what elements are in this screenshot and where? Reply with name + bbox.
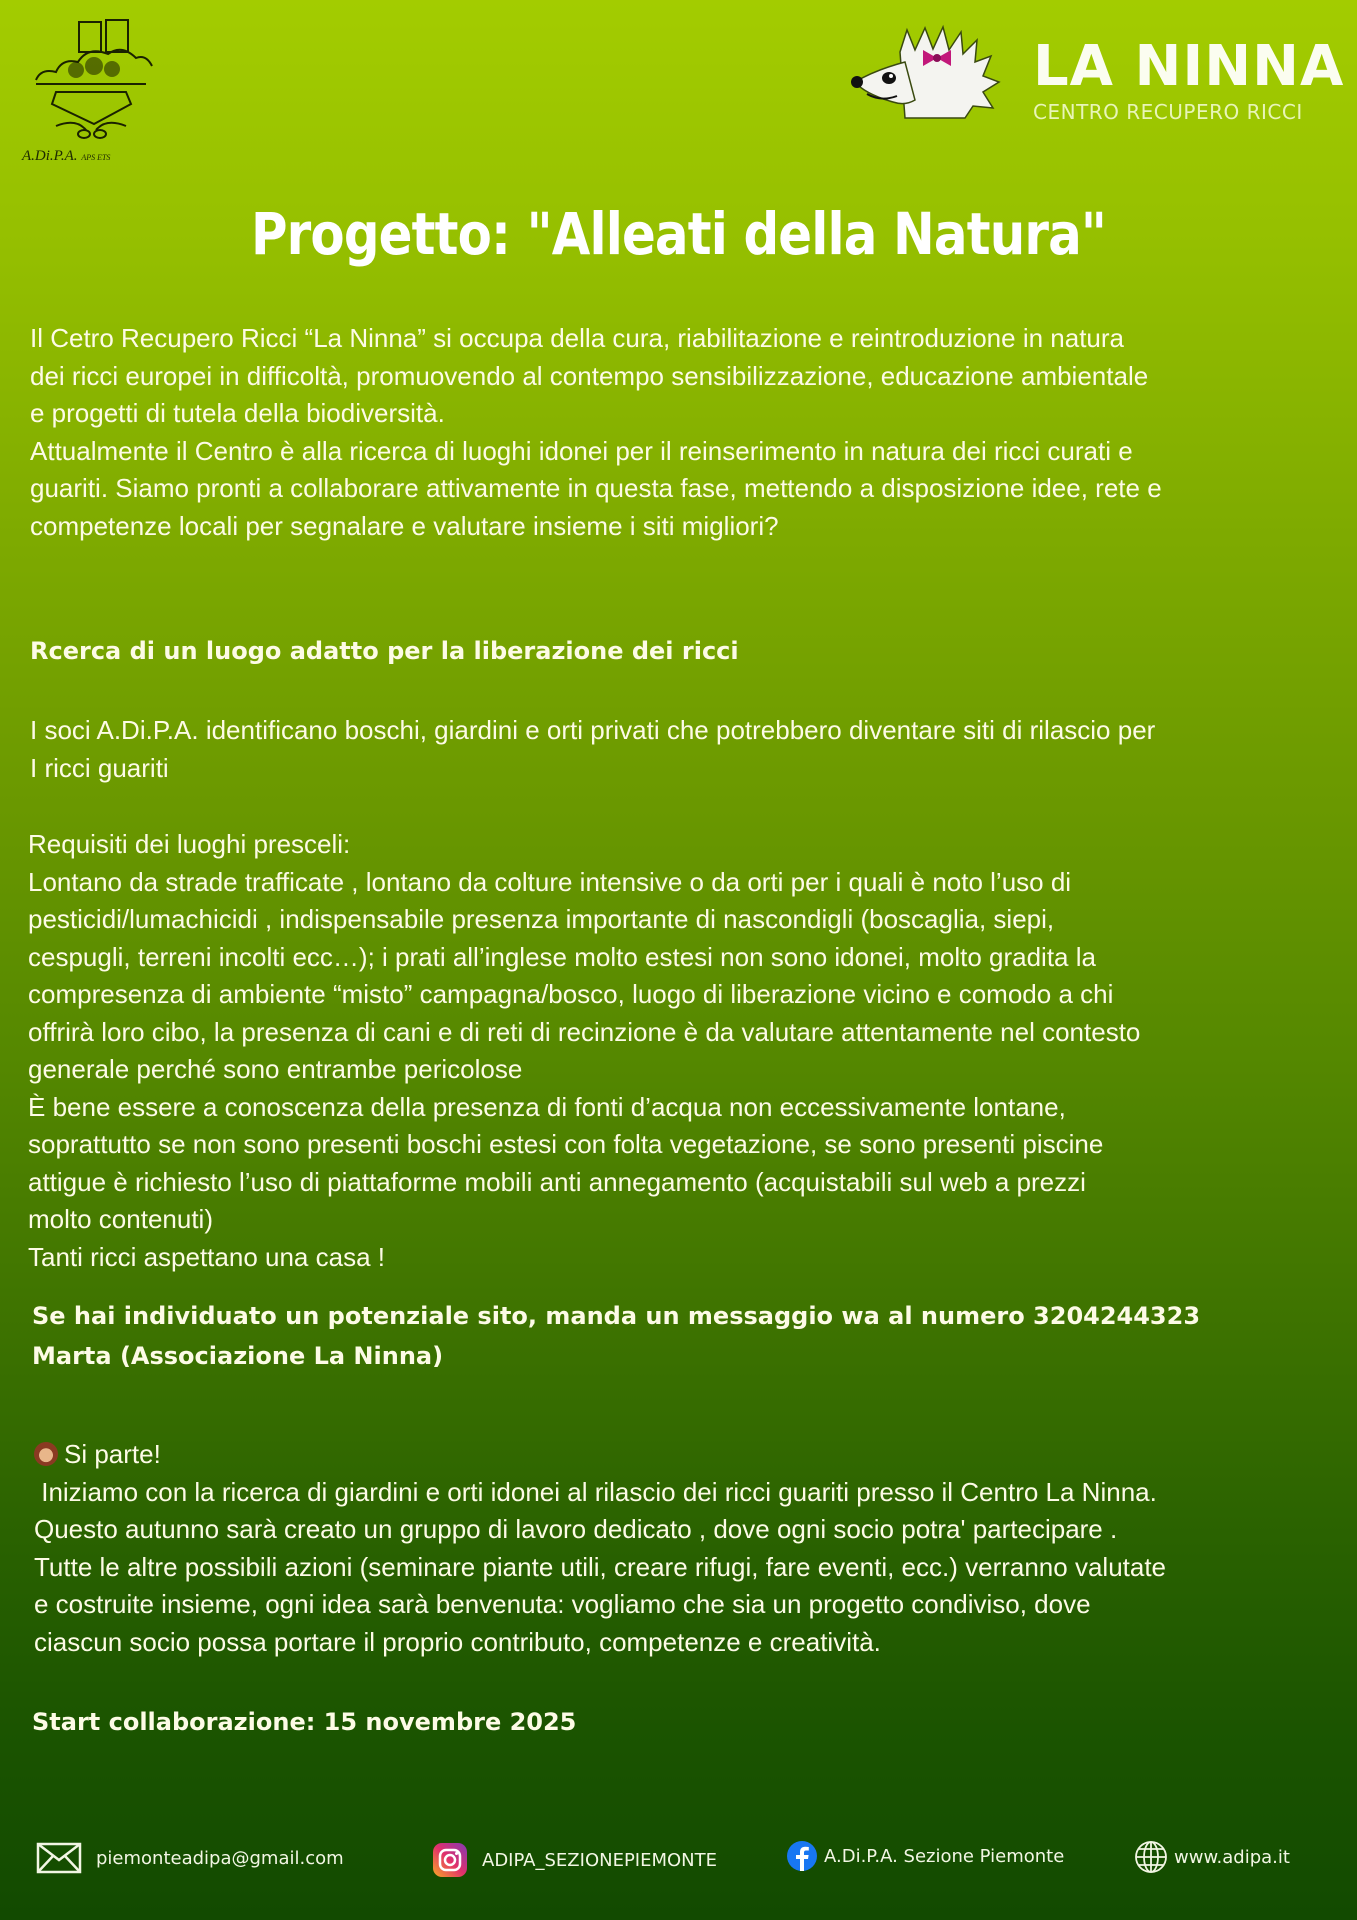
website-link[interactable]: www.adipa.it (1174, 1846, 1290, 1868)
la-ninna-logo (845, 22, 1345, 132)
requisiti-line: Tanti ricci aspettano una casa ! (28, 1241, 385, 1272)
footer-instagram[interactable] (432, 1842, 717, 1878)
soci-line: I ricci guariti (30, 752, 169, 783)
footer-email[interactable] (36, 1842, 344, 1874)
adipa-logo (16, 14, 166, 169)
requisiti-line: pesticidi/lumachicidi , indispensabile presenza importante di nascondigli (boscaglia, siepi, (28, 904, 1055, 934)
page-title: Progetto: "Alleati della Natura" (250, 200, 1107, 268)
footer-facebook[interactable] (786, 1840, 1064, 1872)
requisiti-line: attigue è richiesto l’uso di piattaforme mobili anti annegamento (acquistabili sul web a prezzi (28, 1166, 1086, 1197)
requisiti-line: Requisiti dei luoghi presceli: (28, 829, 351, 859)
si-parte-heading: Si parte! (64, 1439, 161, 1469)
si-parte-line: Iniziamo con la ricerca di giardini e orti idonei al rilascio dei ricci guariti presso il Centro La Ninna. (34, 1476, 1157, 1507)
intro-paragraph (30, 320, 1330, 545)
intro-line: guariti. Siamo pronti a collaborare attivamente in questa fase, mettendo a disposizione idee, rete e (30, 473, 1162, 503)
intro-line: Il Cetro Recupero Ricci “La Ninna” si occupa della cura, riabilitazione e reintroduzione in natura (30, 323, 1125, 353)
footer-website[interactable] (1134, 1840, 1290, 1874)
requisiti-paragraph (28, 826, 1328, 1276)
intro-line: Attualmente il Centro è alla ricerca di luoghi idonei per il reinserimento in natura dei ricci curati e (30, 435, 1133, 466)
requisiti-line: molto contenuti) (28, 1204, 213, 1234)
soci-paragraph (30, 712, 1330, 787)
si-parte-line: e costruite insieme, ogni idea sarà benvenuta: vogliamo che sia un progetto condiviso, dove (34, 1589, 1091, 1619)
intro-line: e progetti di tutela della biodiversità. (30, 398, 445, 428)
facebook-link[interactable]: A.Di.P.A. Sezione Piemonte (824, 1845, 1065, 1867)
start-date: Start collaborazione: 15 novembre 2025 (32, 1708, 577, 1736)
si-parte-section (34, 1436, 1334, 1661)
requisiti-line: È bene essere a conoscenza della presenza di fonti d’acqua non eccessivamente lontane, (28, 1091, 1066, 1122)
instagram-icon (432, 1842, 468, 1878)
adipa-emblem-icon (16, 14, 166, 144)
requisiti-line: soprattutto se non sono presenti boschi estesi con folta vegetazione, se sono presenti piscine (28, 1129, 1104, 1159)
envelope-icon (36, 1842, 82, 1874)
globe-icon (1134, 1840, 1168, 1874)
contact-line: Se hai individuato un potenziale sito, manda un messaggio wa al numero 3204244323 (32, 1302, 1201, 1330)
requisiti-line: compresenza di ambiente “misto” campagna/bosco, luogo di liberazione vicino e comodo a chi (28, 979, 1114, 1009)
hedgehog-emoji-icon (34, 1442, 58, 1466)
section-heading: Rcerca di un luogo adatto per la liberazione dei ricci (30, 637, 739, 665)
si-parte-line: ciascun socio possa portare il proprio contributo, competenze e creatività. (34, 1626, 881, 1657)
adipa-logo-caption (22, 148, 110, 165)
adipa-name: A.Di.P.A. (22, 148, 78, 164)
requisiti-line: generale perché sono entrambe pericolose (28, 1054, 523, 1084)
si-parte-line: Tutte le altre possibili azioni (seminare piante utili, creare rifugi, fare eventi, ecc.) verranno valutate (34, 1551, 1167, 1582)
la-ninna-title: LA NINNA (1033, 34, 1345, 99)
soci-line: I soci A.Di.P.A. identificano boschi, giardini e orti privati che potrebbero diventare siti di rilascio per (30, 715, 1156, 745)
requisiti-line: cespugli, terreni incolti ecc…); i prati all’inglese molto estesi non sono idonei, molto gradita la (28, 941, 1096, 972)
intro-line: dei ricci europei in difficoltà, promuovendo al contempo sensibilizzazione, educazione ambientale (30, 360, 1149, 391)
contact-message (32, 1296, 1200, 1376)
si-parte-line: Questo autunno sarà creato un gruppo di lavoro dedicato , dove ogni socio potra' partecipare . (34, 1514, 1118, 1544)
contact-line: Marta (Associazione La Ninna) (32, 1342, 444, 1370)
requisiti-line: offrirà loro cibo, la presenza di cani e di reti di recinzione è da valutare attentamente nel contesto (28, 1016, 1141, 1047)
email-link[interactable]: piemonteadipa@gmail.com (96, 1847, 344, 1869)
hedgehog-icon (845, 22, 1025, 132)
la-ninna-subtitle: CENTRO RECUPERO RICCI (1033, 100, 1303, 124)
instagram-link[interactable]: ADIPA_SEZIONEPIEMONTE (482, 1849, 718, 1871)
intro-line: competenze locali per segnalare e valutare insieme i siti migliori? (30, 510, 779, 541)
adipa-suffix: APS ETS (81, 153, 111, 162)
requisiti-line: Lontano da strade trafficate , lontano da colture intensive o da orti per i quali è noto l’uso di (28, 866, 1072, 897)
facebook-icon (786, 1840, 818, 1872)
